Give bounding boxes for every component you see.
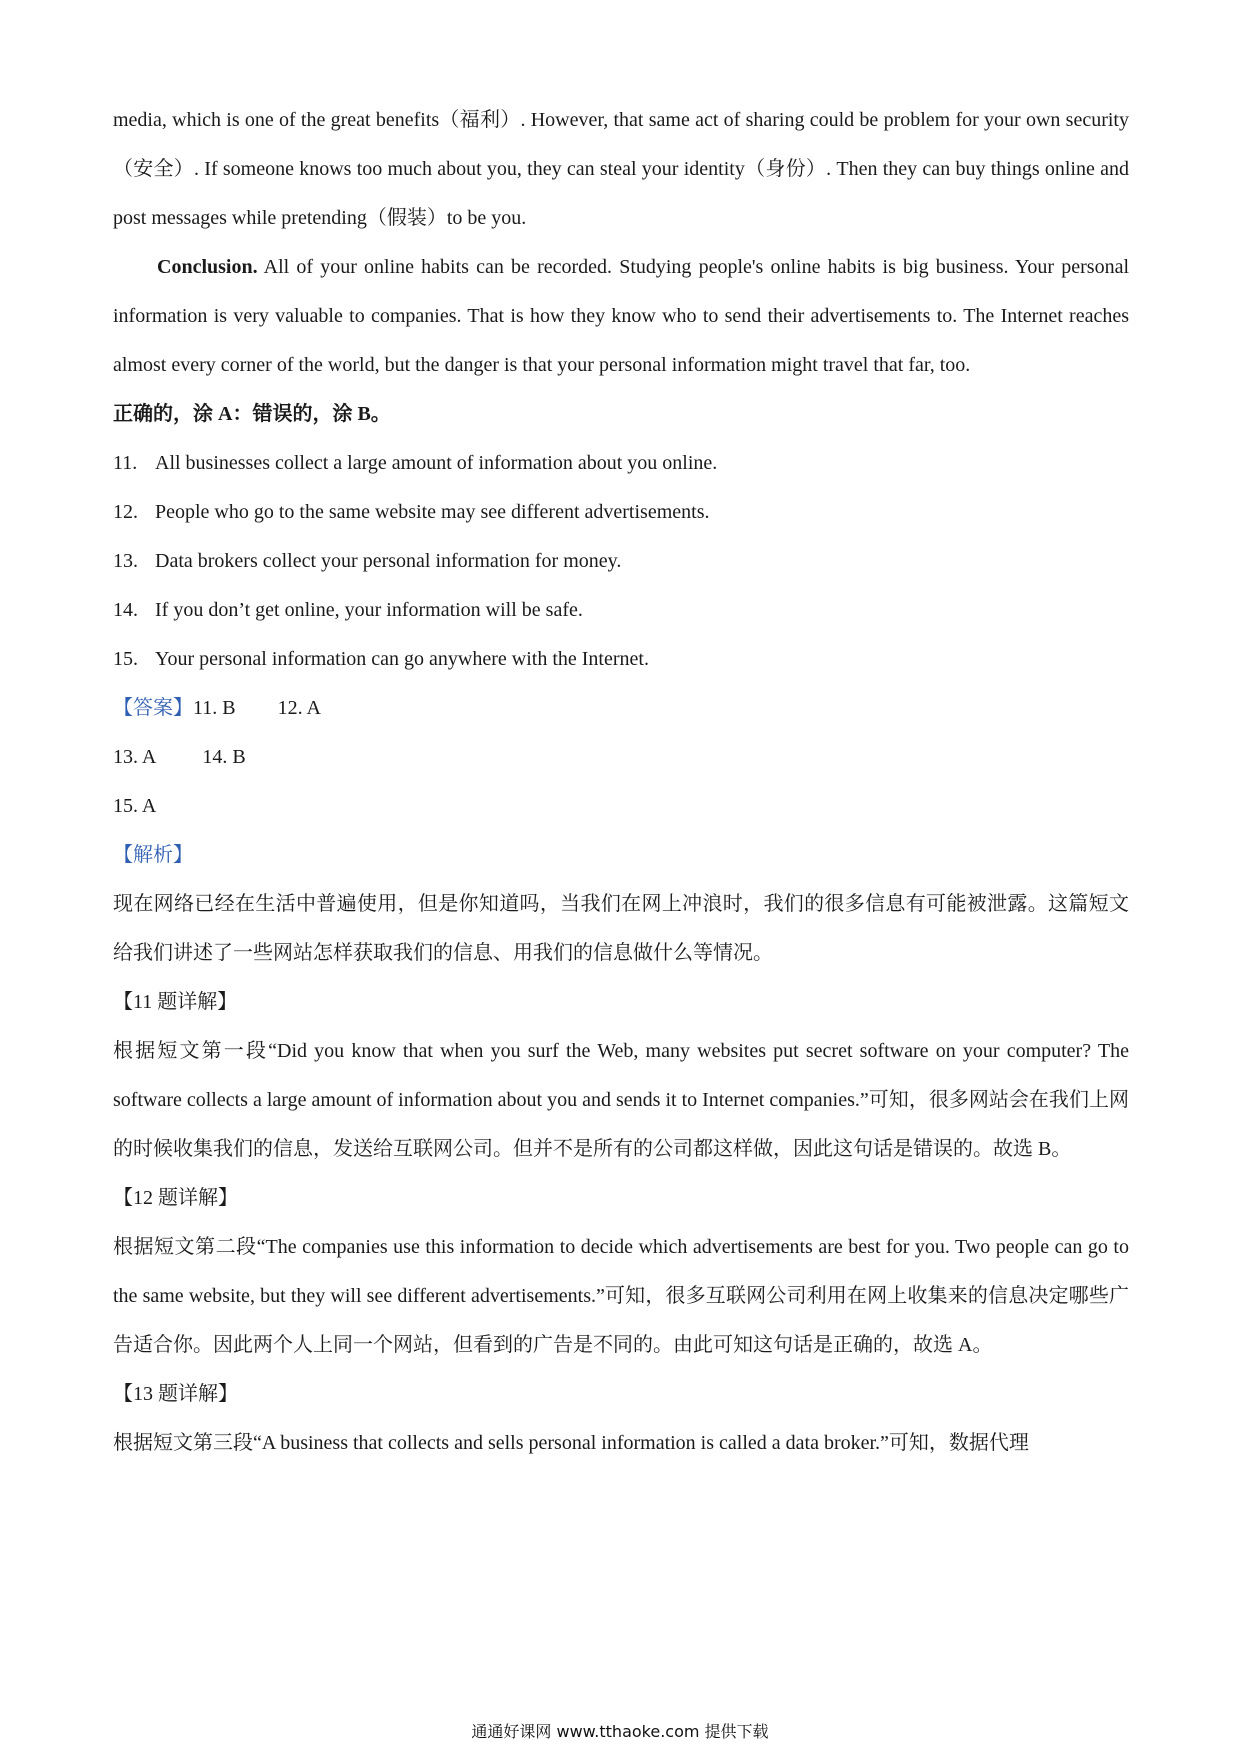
question-14 (113, 586, 1129, 635)
question-number: 12. (113, 501, 138, 523)
answer-11: 11. B (193, 697, 236, 719)
answer-row-2 (113, 733, 1129, 782)
answer-14: 14. B (202, 746, 246, 768)
question-15 (113, 635, 1129, 684)
question-12 (113, 488, 1129, 537)
question-number: 11. (113, 452, 138, 474)
passage-paragraph-end: media, which is one of the great benefits（福利）. However, that same act of sharing could be problem for your own security（安全）. If someone knows too much about you, they can steal your identity（身份）. Then they can buy things online and post messages while pretending（假装）to be you. (113, 109, 1129, 229)
answer-12: 12. A (277, 697, 321, 719)
question-11 (113, 439, 1129, 488)
question-text: People who go to the same website may see different advertisements. (155, 501, 710, 523)
question-text: All businesses collect a large amount of information about you online. (155, 452, 718, 474)
question-number: 15. (113, 648, 138, 670)
answer-15: 15. A (113, 795, 157, 817)
page-footer: 通通好课网 www.tthaoke.com 提供下载 (471, 1722, 769, 1741)
question-13 (113, 537, 1129, 586)
instruction: 正确的，涂 A：错误的，涂 B。 (113, 403, 391, 425)
detail-11-text: 根据短文第一段“Did you know that when you surf the Web, many websites put secret software on your computer? The software collects a large amount of information about you and sends it to Internet companies.”可知，很多网站会在我们上网的时候收集我们的信息，发送给互联网公司。但并不是所有的公司都这样做，因此这句话是错误的。故选 B。 (113, 1040, 1129, 1160)
question-text: Data brokers collect your personal information for money. (155, 550, 622, 572)
question-text: If you don’t get online, your information will be safe. (155, 599, 583, 621)
answer-label: 【答案】 (113, 697, 193, 719)
document-page (113, 96, 1129, 1468)
conclusion-label: Conclusion. (157, 256, 258, 278)
question-number: 13. (113, 550, 138, 572)
question-number: 14. (113, 599, 138, 621)
detail-13-title: 【13 题详解】 (113, 1383, 238, 1405)
answer-row-1 (113, 684, 1129, 733)
answer-13: 13. A (113, 746, 157, 768)
conclusion-paragraph (113, 243, 1129, 390)
detail-12-text: 根据短文第二段“The companies use this information to decide which advertisements are best for you. Two people can go to the same website, but they will see different advertisements.”可知，很多互联网公司利用在网上收集来的信息决定哪些广告适合你。因此两个人上同一个网站，但看到的广告是不同的。由此可知这句话是正确的，故选 A。 (113, 1236, 1129, 1356)
detail-12-title: 【12 题详解】 (113, 1187, 238, 1209)
conclusion-text: All of your online habits can be recorded. Studying people's online habits is big business. Your personal information is very valuable to companies. That is how they know who to send their advertisements to. The Internet reaches almost every corner of the world, but the danger is that your personal information might travel that far, too. (113, 256, 1129, 376)
analysis-summary: 现在网络已经在生活中普遍使用，但是你知道吗，当我们在网上冲浪时，我们的很多信息有可能被泄露。这篇短文给我们讲述了一些网站怎样获取我们的信息、用我们的信息做什么等情况。 (113, 893, 1129, 964)
detail-13-text: 根据短文第三段“A business that collects and sells personal information is called a data broker.”可知，数据代理 (113, 1432, 1029, 1454)
analysis-label: 【解析】 (113, 844, 193, 866)
question-text: Your personal information can go anywhere with the Internet. (155, 648, 649, 670)
detail-11-title: 【11 题详解】 (113, 991, 238, 1013)
answer-row-3 (113, 782, 1129, 831)
